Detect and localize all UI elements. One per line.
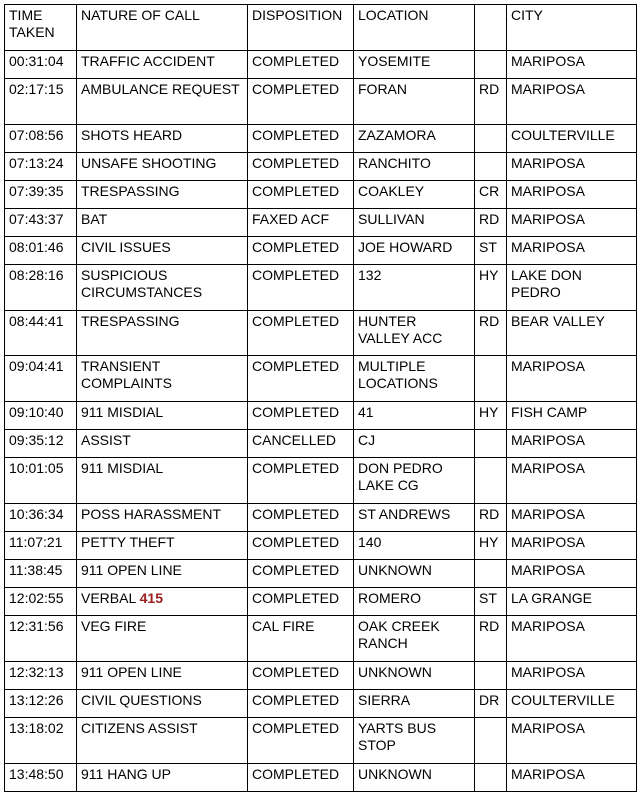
nature-cell [77, 430, 248, 458]
location-cell-text: DON PEDRO LAKE CG [358, 460, 443, 493]
call-log-table [4, 4, 637, 792]
city-cell [507, 209, 637, 237]
table-row [5, 51, 637, 79]
header-row [5, 5, 637, 51]
location-cell [354, 532, 475, 560]
location-suffix-cell [475, 402, 507, 430]
time-cell-text: 09:35:12 [9, 432, 64, 448]
disposition-cell-text: COMPLETED [252, 460, 340, 476]
location-cell [354, 616, 475, 662]
nature-cell [77, 532, 248, 560]
table-row [5, 265, 637, 311]
location-cell-text: ZAZAMORA [358, 127, 436, 143]
disposition-cell-text: COMPLETED [252, 534, 340, 550]
nature-cell-text: TRESPASSING [81, 313, 180, 329]
location-cell [354, 265, 475, 311]
nature-cell-text: 911 OPEN LINE [81, 664, 182, 680]
city-cell [507, 51, 637, 79]
table-row [5, 718, 637, 764]
nature-cell-text: SUSPICIOUS CIRCUMSTANCES [81, 267, 203, 300]
nature-cell [77, 764, 248, 792]
city-cell [507, 153, 637, 181]
table-row [5, 504, 637, 532]
city-cell-text: MARIPOSA [511, 720, 585, 736]
location-cell-text: ST ANDREWS [358, 506, 451, 522]
time-cell [5, 764, 77, 792]
location-suffix-cell-text: HY [479, 534, 499, 550]
disposition-cell-text: COMPLETED [252, 590, 340, 606]
time-cell-text: 07:39:35 [9, 183, 64, 199]
location-suffix-cell [475, 51, 507, 79]
nature-cell [77, 662, 248, 690]
nature-cell [77, 616, 248, 662]
time-cell [5, 79, 77, 125]
city-cell-text: BEAR VALLEY [511, 313, 605, 329]
nature-cell-text: UNSAFE SHOOTING [81, 155, 217, 171]
disposition-cell [248, 504, 354, 532]
nature-cell [77, 125, 248, 153]
disposition-cell [248, 764, 354, 792]
location-suffix-cell [475, 532, 507, 560]
location-cell [354, 356, 475, 402]
location-cell-text: ROMERO [358, 590, 421, 606]
city-cell-text: COULTERVILLE [511, 127, 615, 143]
disposition-cell-text: COMPLETED [252, 155, 340, 171]
location-cell-text: YARTS BUS STOP [358, 720, 437, 753]
location-cell-text: JOE HOWARD [358, 239, 453, 255]
location-cell [354, 125, 475, 153]
header-nature-of-call: NATURE OF CALL [77, 5, 248, 51]
city-cell [507, 181, 637, 209]
time-cell-text: 07:08:56 [9, 127, 64, 143]
location-suffix-cell [475, 237, 507, 265]
location-suffix-cell [475, 458, 507, 504]
time-cell-text: 08:01:46 [9, 239, 64, 255]
nature-cell-text: POSS HARASSMENT [81, 506, 222, 522]
nature-cell [77, 265, 248, 311]
city-cell-text: FISH CAMP [511, 404, 588, 420]
nature-cell-text: CIVIL ISSUES [81, 239, 171, 255]
time-cell-text: 10:36:34 [9, 506, 64, 522]
disposition-cell-text: COMPLETED [252, 506, 340, 522]
time-cell-text: 00:31:04 [9, 53, 64, 69]
table-row [5, 125, 637, 153]
nature-cell-text: AMBULANCE REQUEST [81, 81, 240, 97]
location-suffix-cell-text: RD [479, 506, 500, 522]
table-row [5, 79, 637, 125]
location-cell [354, 237, 475, 265]
city-cell-text: COULTERVILLE [511, 692, 615, 708]
location-cell-text: MULTIPLE LOCATIONS [358, 358, 438, 391]
location-suffix-cell-text: RD [479, 618, 500, 634]
disposition-cell [248, 430, 354, 458]
time-cell [5, 153, 77, 181]
time-cell [5, 237, 77, 265]
location-suffix-cell [475, 560, 507, 588]
location-cell-text: FORAN [358, 81, 407, 97]
header-location: LOCATION [354, 5, 475, 51]
location-suffix-cell [475, 616, 507, 662]
location-suffix-cell [475, 209, 507, 237]
location-suffix-cell [475, 662, 507, 690]
city-cell [507, 265, 637, 311]
disposition-cell [248, 616, 354, 662]
time-cell [5, 718, 77, 764]
time-cell [5, 532, 77, 560]
nature-cell [77, 153, 248, 181]
city-cell [507, 402, 637, 430]
city-cell-text: MARIPOSA [511, 53, 585, 69]
time-cell [5, 690, 77, 718]
table-row [5, 237, 637, 265]
disposition-cell-text: COMPLETED [252, 692, 340, 708]
location-suffix-cell [475, 311, 507, 356]
location-cell-text: SULLIVAN [358, 211, 425, 227]
disposition-cell [248, 560, 354, 588]
table-row [5, 430, 637, 458]
time-cell [5, 311, 77, 356]
location-suffix-cell [475, 356, 507, 402]
time-cell-text: 12:32:13 [9, 664, 64, 680]
nature-cell-text: BAT [81, 211, 108, 227]
disposition-cell-text: FAXED ACF [252, 211, 330, 227]
location-suffix-cell-text: RD [479, 313, 500, 329]
location-cell [354, 209, 475, 237]
nature-cell-text: TRESPASSING [81, 183, 180, 199]
nature-cell-text: 911 MISDIAL [81, 460, 164, 476]
time-cell [5, 402, 77, 430]
city-cell-text: LAKE DON PEDRO [511, 267, 582, 300]
time-cell-text: 12:02:55 [9, 590, 64, 606]
location-suffix-cell [475, 718, 507, 764]
nature-cell-text: 911 OPEN LINE [81, 562, 182, 578]
city-cell-text: MARIPOSA [511, 664, 585, 680]
disposition-cell [248, 588, 354, 616]
nature-cell [77, 209, 248, 237]
time-cell [5, 616, 77, 662]
table-row [5, 458, 637, 504]
nature-cell [77, 588, 248, 616]
time-cell-text: 02:17:15 [9, 81, 64, 97]
table-row [5, 153, 637, 181]
disposition-cell-text: COMPLETED [252, 664, 340, 680]
location-suffix-cell [475, 153, 507, 181]
disposition-cell-text: COMPLETED [252, 720, 340, 736]
time-cell-text: 08:44:41 [9, 313, 64, 329]
disposition-cell-text: CAL FIRE [252, 618, 315, 634]
time-cell-text: 11:38:45 [9, 562, 63, 578]
nature-cell [77, 356, 248, 402]
location-cell-text: CJ [358, 432, 376, 448]
time-cell-text: 09:10:40 [9, 404, 64, 420]
location-cell [354, 458, 475, 504]
nature-cell-text: VERBAL [81, 590, 140, 606]
location-cell-text: UNKNOWN [358, 664, 432, 680]
time-cell [5, 588, 77, 616]
location-cell [354, 153, 475, 181]
city-cell [507, 690, 637, 718]
city-cell-text: MARIPOSA [511, 766, 585, 782]
time-cell [5, 181, 77, 209]
disposition-cell [248, 356, 354, 402]
time-cell-text: 11:07:21 [9, 534, 63, 550]
location-suffix-cell [475, 588, 507, 616]
city-cell [507, 616, 637, 662]
city-cell-text: MARIPOSA [511, 358, 585, 374]
disposition-cell [248, 51, 354, 79]
location-suffix-cell-text: CR [479, 183, 500, 199]
nature-cell [77, 79, 248, 125]
nature-cell [77, 458, 248, 504]
location-cell [354, 402, 475, 430]
disposition-cell-text: COMPLETED [252, 183, 340, 199]
disposition-cell-text: COMPLETED [252, 127, 340, 143]
nature-cell [77, 402, 248, 430]
time-cell-text: 07:43:37 [9, 211, 64, 227]
nature-cell [77, 311, 248, 356]
location-suffix-cell-text: RD [479, 211, 500, 227]
location-suffix-cell-text: HY [479, 404, 499, 420]
nature-cell [77, 504, 248, 532]
time-cell [5, 209, 77, 237]
disposition-cell-text: CANCELLED [252, 432, 337, 448]
city-cell [507, 764, 637, 792]
time-cell-text: 13:48:50 [9, 766, 64, 782]
city-cell [507, 718, 637, 764]
nature-cell-text: TRANSIENT COMPLAINTS [81, 358, 173, 391]
disposition-cell [248, 209, 354, 237]
disposition-cell [248, 79, 354, 125]
nature-cell-text: CIVIL QUESTIONS [81, 692, 202, 708]
location-suffix-cell [475, 181, 507, 209]
city-cell-text: MARIPOSA [511, 460, 585, 476]
time-cell [5, 662, 77, 690]
city-cell [507, 356, 637, 402]
location-cell-text: 132 [358, 267, 382, 283]
time-cell [5, 458, 77, 504]
table-row [5, 181, 637, 209]
city-cell [507, 79, 637, 125]
city-cell [507, 125, 637, 153]
disposition-cell [248, 662, 354, 690]
location-cell [354, 718, 475, 764]
nature-cell [77, 181, 248, 209]
location-suffix-cell [475, 764, 507, 792]
disposition-cell-text: COMPLETED [252, 766, 340, 782]
nature-cell [77, 718, 248, 764]
disposition-cell [248, 458, 354, 504]
table-row [5, 662, 637, 690]
nature-cell [77, 237, 248, 265]
location-cell [354, 764, 475, 792]
location-cell-text: UNKNOWN [358, 766, 432, 782]
call-log-body [5, 5, 637, 792]
disposition-cell [248, 237, 354, 265]
city-cell [507, 504, 637, 532]
location-cell [354, 690, 475, 718]
city-cell-text: MARIPOSA [511, 562, 585, 578]
city-cell [507, 311, 637, 356]
disposition-cell-text: COMPLETED [252, 239, 340, 255]
header-disposition: DISPOSITION [248, 5, 354, 51]
nature-cell-text: TRAFFIC ACCIDENT [81, 53, 215, 69]
location-suffix-cell [475, 690, 507, 718]
city-cell [507, 458, 637, 504]
location-cell [354, 181, 475, 209]
table-row [5, 402, 637, 430]
city-cell [507, 237, 637, 265]
nature-cell-text: CITIZENS ASSIST [81, 720, 198, 736]
nature-highlight-text: 415 [139, 590, 163, 606]
city-cell [507, 662, 637, 690]
city-cell-text: MARIPOSA [511, 506, 585, 522]
disposition-cell [248, 125, 354, 153]
header-time-taken: TIME TAKEN [5, 5, 77, 51]
city-cell [507, 560, 637, 588]
location-suffix-cell [475, 79, 507, 125]
time-cell-text: 08:28:16 [9, 267, 64, 283]
disposition-cell [248, 532, 354, 560]
table-row [5, 690, 637, 718]
time-cell [5, 504, 77, 532]
nature-cell-text: SHOTS HEARD [81, 127, 183, 143]
nature-cell [77, 560, 248, 588]
time-cell [5, 430, 77, 458]
location-suffix-cell-text: ST [479, 590, 497, 606]
table-row [5, 764, 637, 792]
disposition-cell [248, 690, 354, 718]
city-cell [507, 430, 637, 458]
location-cell [354, 51, 475, 79]
location-cell [354, 79, 475, 125]
location-cell-text: 140 [358, 534, 382, 550]
location-cell-text: HUNTER VALLEY ACC [358, 313, 443, 346]
disposition-cell [248, 718, 354, 764]
disposition-cell [248, 153, 354, 181]
location-suffix-cell [475, 430, 507, 458]
location-suffix-cell-text: RD [479, 81, 500, 97]
table-row [5, 560, 637, 588]
city-cell-text: MARIPOSA [511, 618, 585, 634]
city-cell-text: MARIPOSA [511, 155, 585, 171]
location-cell-text: YOSEMITE [358, 53, 431, 69]
nature-cell [77, 51, 248, 79]
city-cell [507, 588, 637, 616]
header-city: CITY [507, 5, 637, 51]
table-row [5, 356, 637, 402]
city-cell-text: MARIPOSA [511, 534, 585, 550]
time-cell-text: 10:01:05 [9, 460, 64, 476]
location-suffix-cell [475, 125, 507, 153]
location-cell-text: 41 [358, 404, 374, 420]
time-cell [5, 560, 77, 588]
header-location-suffix [475, 5, 507, 51]
location-suffix-cell-text: ST [479, 239, 497, 255]
time-cell [5, 125, 77, 153]
location-cell [354, 504, 475, 532]
disposition-cell-text: COMPLETED [252, 562, 340, 578]
location-cell-text: SIERRA [358, 692, 411, 708]
location-cell-text: OAK CREEK RANCH [358, 618, 440, 651]
nature-cell-text: ASSIST [81, 432, 131, 448]
disposition-cell [248, 181, 354, 209]
city-cell-text: MARIPOSA [511, 239, 585, 255]
location-cell [354, 588, 475, 616]
location-cell [354, 662, 475, 690]
nature-cell-text: 911 HANG UP [81, 766, 171, 782]
city-cell-text: MARIPOSA [511, 211, 585, 227]
city-cell-text: MARIPOSA [511, 183, 585, 199]
location-cell-text: UNKNOWN [358, 562, 432, 578]
city-cell-text: MARIPOSA [511, 432, 585, 448]
table-row [5, 588, 637, 616]
table-row [5, 616, 637, 662]
location-suffix-cell-text: HY [479, 267, 499, 283]
time-cell-text: 07:13:24 [9, 155, 64, 171]
disposition-cell [248, 402, 354, 430]
disposition-cell-text: COMPLETED [252, 267, 340, 283]
disposition-cell [248, 311, 354, 356]
disposition-cell-text: COMPLETED [252, 81, 340, 97]
nature-cell-text: 911 MISDIAL [81, 404, 164, 420]
time-cell-text: 13:18:02 [9, 720, 64, 736]
location-cell-text: COAKLEY [358, 183, 425, 199]
table-row [5, 311, 637, 356]
city-cell-text: LA GRANGE [511, 590, 592, 606]
location-suffix-cell [475, 504, 507, 532]
location-suffix-cell-text: DR [479, 692, 500, 708]
disposition-cell-text: COMPLETED [252, 313, 340, 329]
disposition-cell-text: COMPLETED [252, 404, 340, 420]
time-cell-text: 13:12:26 [9, 692, 64, 708]
nature-cell-text: VEG FIRE [81, 618, 147, 634]
table-row [5, 209, 637, 237]
disposition-cell-text: COMPLETED [252, 358, 340, 374]
city-cell-text: MARIPOSA [511, 81, 585, 97]
disposition-cell-text: COMPLETED [252, 53, 340, 69]
time-cell-text: 12:31:56 [9, 618, 64, 634]
time-cell-text: 09:04:41 [9, 358, 64, 374]
location-cell [354, 311, 475, 356]
time-cell [5, 265, 77, 311]
table-row [5, 532, 637, 560]
time-cell [5, 51, 77, 79]
city-cell [507, 532, 637, 560]
location-cell [354, 560, 475, 588]
nature-cell-text: PETTY THEFT [81, 534, 175, 550]
location-cell-text: RANCHITO [358, 155, 431, 171]
time-cell [5, 356, 77, 402]
location-suffix-cell [475, 265, 507, 311]
nature-cell [77, 690, 248, 718]
location-cell [354, 430, 475, 458]
disposition-cell [248, 265, 354, 311]
